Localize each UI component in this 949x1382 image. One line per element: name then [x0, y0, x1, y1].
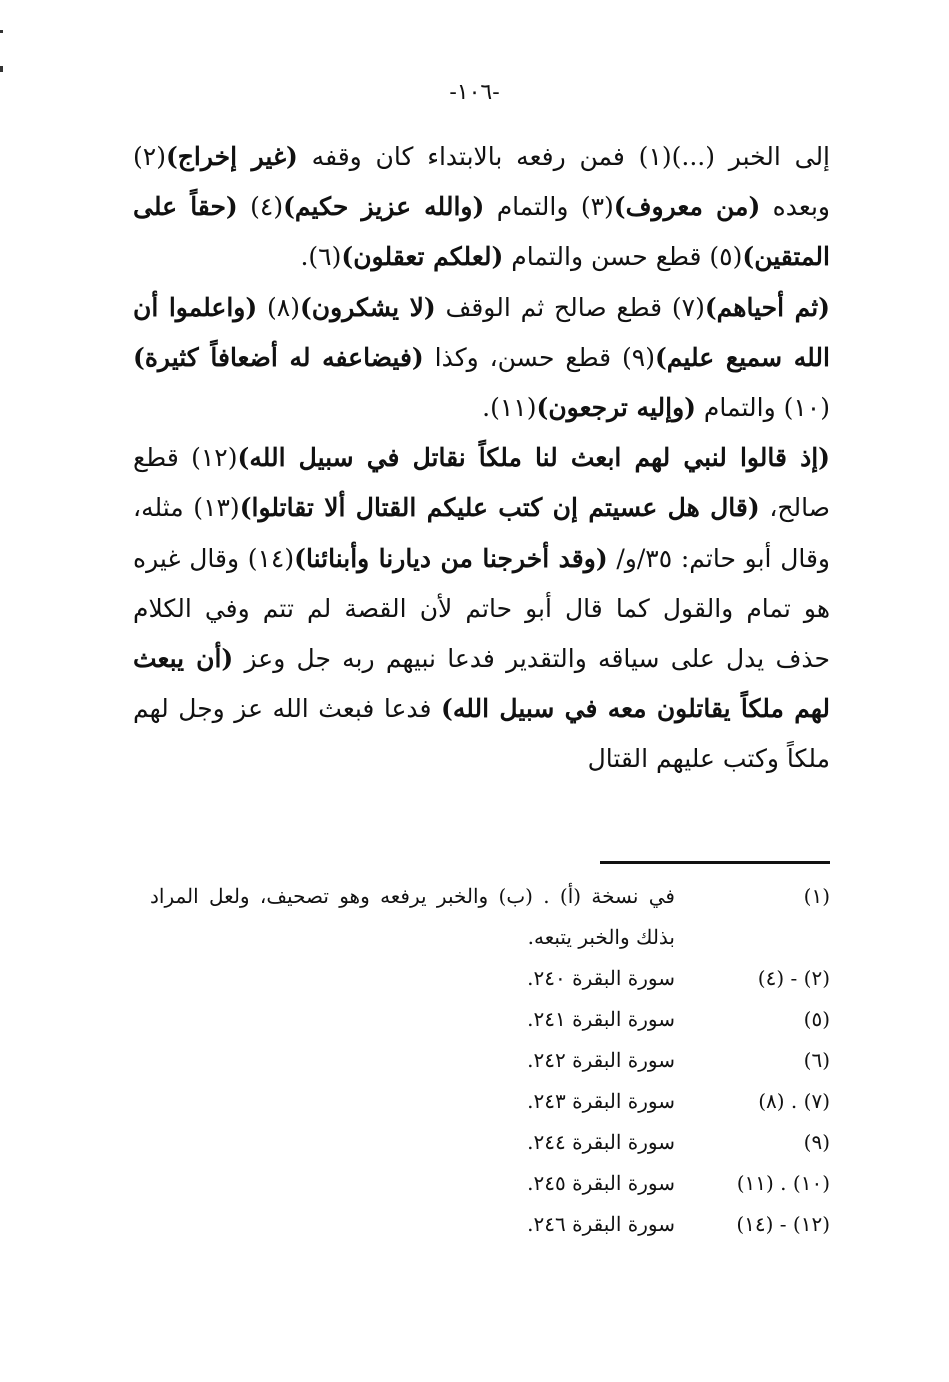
footnote — [150, 1122, 830, 1163]
footnote-text: سورة البقرة ٢٤٣. — [527, 1089, 675, 1113]
text-run: (١٢) قطع صالح، — [133, 443, 830, 523]
text-run: (٣) والتمام — [484, 192, 614, 222]
quran-quote: (فيضاعفه له أضعافاً كثيرة) — [133, 342, 424, 372]
footnote — [150, 958, 830, 999]
footnote-text: سورة البقرة ٢٤٠. — [527, 966, 675, 990]
text-run: (١١). — [482, 393, 537, 423]
footnote — [150, 999, 830, 1040]
footnote-key: (٩) — [803, 1130, 830, 1154]
quran-quote: (لا يشكرون) — [299, 292, 436, 322]
text-run: (٦). — [300, 242, 342, 272]
footnote-text: سورة البقرة ٢٤١. — [527, 1007, 675, 1031]
footnote-key: (٢) - (٤) — [757, 966, 830, 990]
quran-quote: (غير إخراج) — [165, 142, 298, 171]
quran-quote: (وقد أخرجنا من ديارنا وأبنائنا) — [294, 543, 608, 573]
text-run: (١٤) وقال غيره هو تمام والقول كما قال أبو حاتم لأن القصة لم تتم وفي الكلام حذف يدل على سياقه والتقدير فدعا نبيهم ربه جل وعز — [133, 543, 830, 674]
scan-mark — [0, 30, 3, 33]
footnote-text: في نسخة (أ) . (ب) والخبر يرفعه وهو تصحيف، ولعل المراد بذلك والخبر يتبعه. — [150, 884, 675, 949]
quran-quote: (قال هل عسيتم إن كتب عليكم القتال ألا تقاتلوا) — [239, 493, 760, 523]
footnote-key: (٥) — [803, 1007, 830, 1031]
footnote — [150, 1040, 830, 1081]
footnote-key: (١٢) - (١٤) — [736, 1212, 830, 1236]
footnote-key: (١) — [803, 884, 830, 908]
text-run: (١٣) مثله، وقال أبو حاتم: ٣٥/و/ — [133, 493, 831, 573]
footnote-text: سورة البقرة ٢٤٥. — [527, 1171, 675, 1195]
footnote — [150, 1163, 830, 1204]
page-number: -١٠٦- — [449, 80, 500, 105]
footnote-separator — [600, 861, 830, 864]
footnote-key: (١٠) . (١١) — [736, 1171, 830, 1195]
text-run: (٧) قطع صالح ثم الوقف — [435, 292, 705, 322]
footnote-key: (٦) — [803, 1048, 830, 1072]
footnotes — [150, 876, 830, 1245]
footnote — [150, 1081, 830, 1122]
body-text — [133, 132, 830, 785]
scan-mark — [0, 66, 3, 72]
footnote-text: سورة البقرة ٢٤٤. — [527, 1130, 675, 1154]
footnote-key: (٧) . (٨) — [758, 1089, 830, 1113]
footnote — [150, 876, 830, 958]
text-run: (٩) قطع حسن، وكذا — [423, 342, 655, 372]
quran-quote: (حقاً على المتقين) — [133, 192, 830, 272]
footnote-text: سورة البقرة ٢٤٦. — [527, 1212, 675, 1236]
text-run: إلى الخبر (...)(١) فمن رفعه بالابتداء كان وقفه — [297, 142, 831, 171]
quran-quote: (إذ قالوا لنبي لهم ابعث لنا ملكاً نقاتل في سبيل الله) — [237, 443, 830, 473]
quran-quote: (واعلموا أن الله سميع عليم) — [133, 292, 830, 372]
paragraph — [133, 433, 830, 784]
paragraph — [133, 283, 830, 434]
quran-quote: (وإليه ترجعون) — [536, 393, 696, 423]
text-run: (٥) قطع حسن والتمام — [503, 242, 743, 272]
paragraph — [133, 132, 830, 283]
footnote-text: سورة البقرة ٢٤٢. — [527, 1048, 675, 1072]
quran-quote: (والله عزيز حكيم) — [283, 192, 485, 222]
text-run: (٢) وبعده — [133, 142, 830, 222]
quran-quote: (أن يبعث لهم ملكاً يقاتلون معه في سبيل الله) — [133, 644, 830, 724]
text-run: (٨) — [257, 292, 300, 322]
quran-quote: (ثم أحياهم) — [704, 292, 830, 322]
quran-quote: (من معروف) — [613, 192, 761, 222]
quran-quote: (لعلكم تعقلون) — [341, 242, 504, 272]
text-run: فدعا فبعث الله عز وجل لهم ملكاً وكتب عليهم القتال — [133, 694, 830, 774]
footnote — [150, 1204, 830, 1245]
text-run: (١٠) والتمام — [695, 393, 830, 423]
text-run: (٤) — [237, 192, 284, 222]
